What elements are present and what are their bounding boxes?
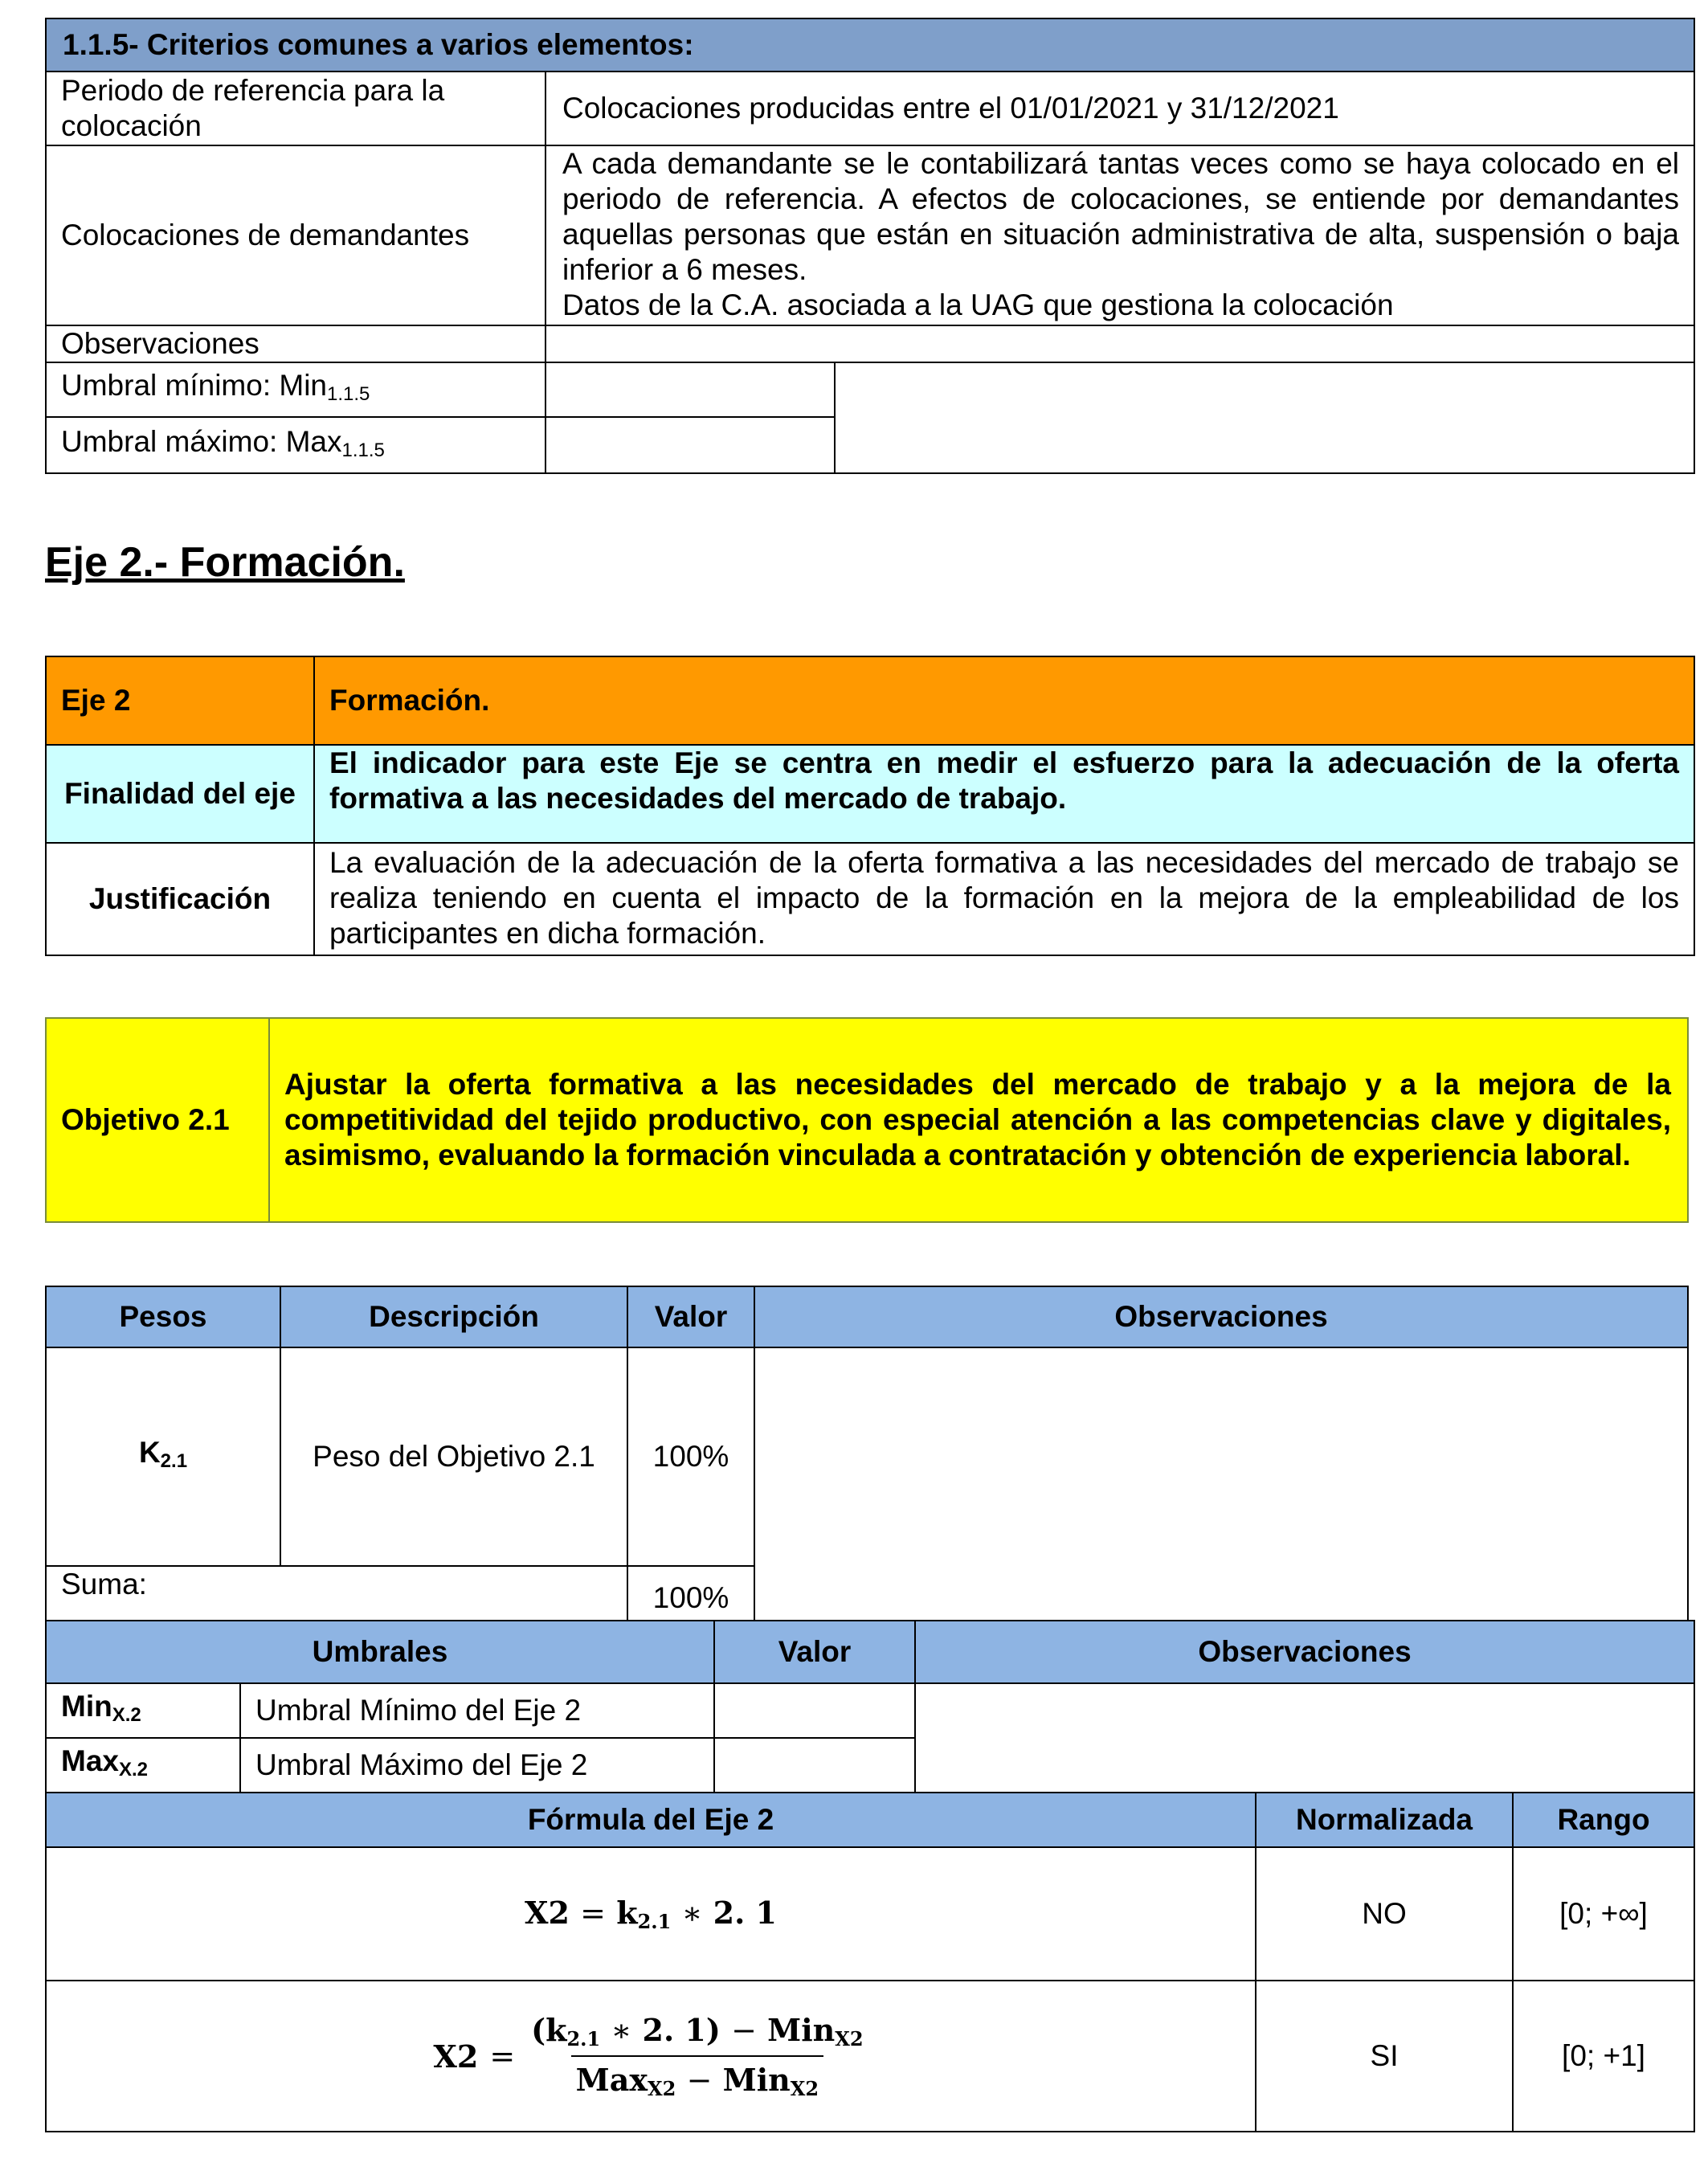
sum-value: 100% xyxy=(652,1581,729,1614)
period-label: Periodo de referencia para la colocación xyxy=(61,74,445,142)
placements-value: A cada demandante se le contabilizará tantas veces como se haya colocado en el periodo de referencia. A efectos de colocaciones, se entiende por demandantes aquellas personas que están en situación administrativa de alta, suspensión o baja inferior a 6 meses. Datos de la C.A. asociada a la UAG que gestiona la colocación xyxy=(562,147,1679,321)
min-threshold-label: Umbral mínimo: Min$_{1.1.5}$ xyxy=(61,368,370,405)
criteria-table-header: 1.1.5- Criterios comunes a varios elementos: xyxy=(45,18,1695,72)
min-threshold-description: Umbral Mínimo del Eje 2 xyxy=(255,1694,582,1727)
justification-label: Justificación xyxy=(88,882,272,915)
header-threshold-value: Valor xyxy=(778,1635,852,1668)
header-weights: Pesos xyxy=(119,1300,207,1333)
formula-non-normalized: $X2 = k_{2.1}$ ∗ 2. 1 xyxy=(525,1895,777,1933)
placements-label: Colocaciones de demandantes xyxy=(61,219,470,251)
max-threshold-value-box xyxy=(545,416,836,474)
formula-row1-range: [0; +∞] xyxy=(1559,1897,1648,1930)
formula-row2-range: [0; +1] xyxy=(1562,2039,1645,2072)
header-thresholds: Umbrales xyxy=(312,1635,448,1668)
header-threshold-observations: Observaciones xyxy=(1198,1635,1412,1668)
header-value: Valor xyxy=(654,1300,728,1333)
period-value: Colocaciones producidas entre el 01/01/2021 y 31/12/2021 xyxy=(562,92,1339,125)
purpose-value: El indicador para este Eje se centra en medir el esfuerzo para la adecuación de la oferta formativa a las necesidades del mercado de trabajo. xyxy=(329,746,1679,815)
min-threshold-code: Min$_{X.2}$ xyxy=(61,1689,141,1726)
max-threshold-code: Max$_{X.2}$ xyxy=(61,1744,149,1780)
section-title: Eje 2.- Formación. xyxy=(45,539,405,586)
objective-text: Ajustar la oferta formativa a las necesidades del mercado de trabajo y a la mejora de la competitividad del tejido productivo, con especial atención a las competencias clave y digitales, asimismo, evaluando la formación vinculada a contratación y obtención de experiencia laboral. xyxy=(284,1068,1671,1171)
weight-code: $K_{2.1}$ xyxy=(138,1435,188,1472)
sum-label: Suma: xyxy=(61,1568,147,1601)
max-threshold-label: Umbral máximo: Max$_{1.1.5}$ xyxy=(61,424,385,461)
purpose-label: Finalidad del eje xyxy=(64,777,296,810)
justification-value: La evaluación de la adecuación de la oferta formativa a las necesidades del mercado de trabajo se realiza teniendo en cuenta el impacto de la formación en la mejora de la empleabilidad de los participantes en dicha formación. xyxy=(329,846,1679,950)
weight-value: 100% xyxy=(652,1440,729,1473)
axis-value: Formación. xyxy=(329,684,490,717)
header-description: Descripción xyxy=(369,1300,539,1333)
formula-row2-normalized: SI xyxy=(1370,2039,1399,2072)
header-observations: Observaciones xyxy=(1114,1300,1328,1333)
objective-label: Objetivo 2.1 xyxy=(61,1103,230,1136)
min-threshold-value-box xyxy=(545,362,836,418)
max-threshold-description: Umbral Máximo del Eje 2 xyxy=(255,1748,588,1781)
formula-normalized: X2 = ($k_{2.1}$ ∗ 2. 1) − Min$_{X2}$ Max$_{X2}$ − Min$_{X2}$ xyxy=(433,2012,864,2100)
header-formula: Fórmula del Eje 2 xyxy=(527,1803,774,1836)
header-range: Rango xyxy=(1557,1803,1650,1836)
observations-label: Observaciones xyxy=(61,327,259,360)
formula-row1-normalized: NO xyxy=(1362,1897,1407,1930)
header-normalized: Normalizada xyxy=(1295,1803,1473,1836)
weight-description: Peso del Objetivo 2.1 xyxy=(313,1440,595,1473)
axis-label: Eje 2 xyxy=(61,684,131,717)
